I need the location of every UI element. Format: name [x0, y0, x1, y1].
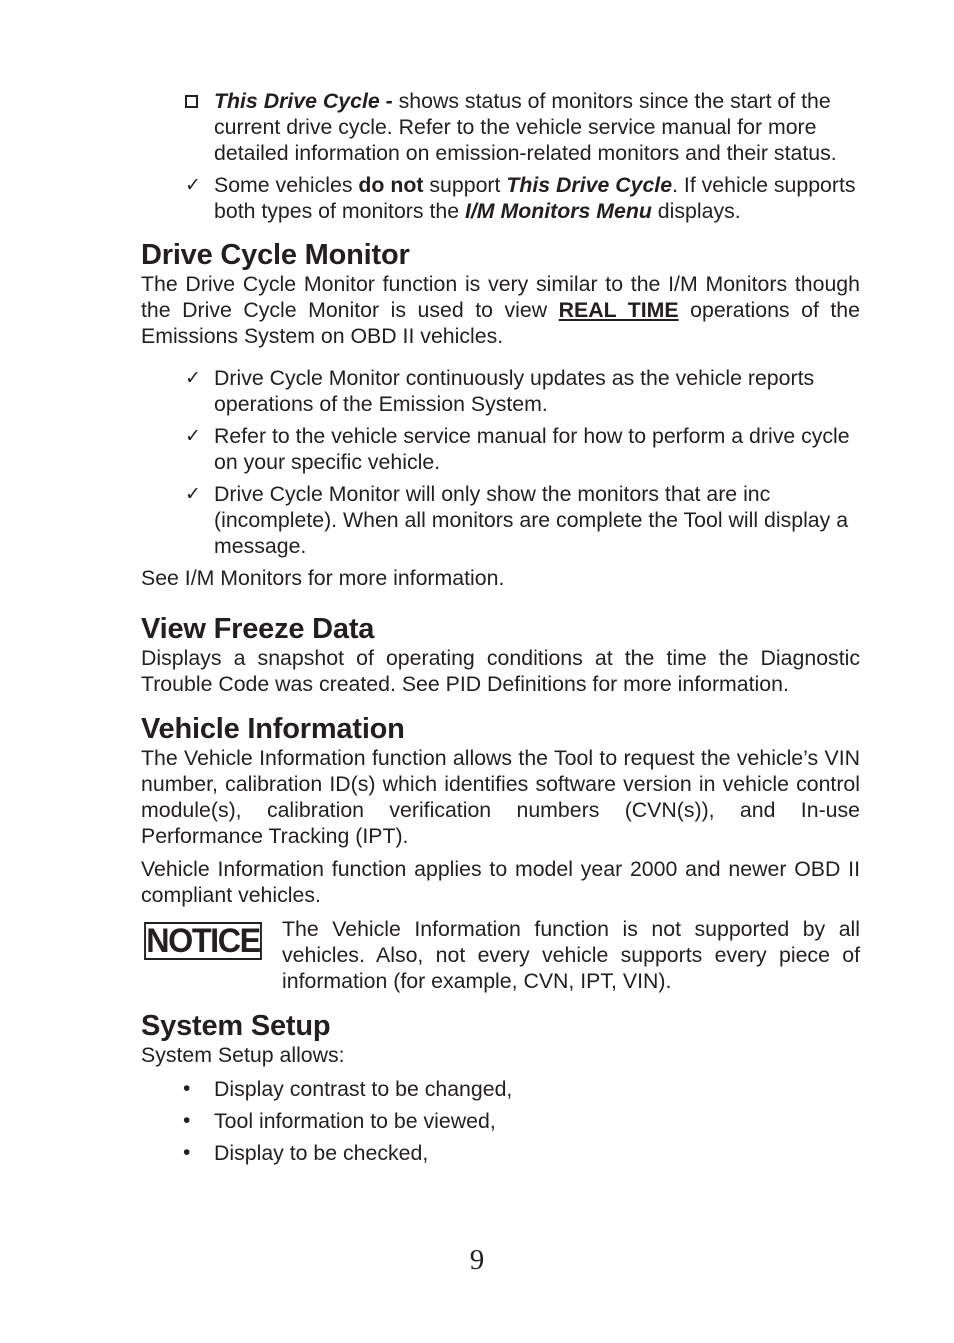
- notice-label: NOTICE: [144, 922, 262, 960]
- section-heading: View Freeze Data: [141, 613, 375, 645]
- item-text: shows status of monitors since the start of the current drive cycle. Refer to the vehicle service manual for more detailed information on emission-related monitors and their status.: [214, 89, 837, 165]
- list-item: ✓ Refer to the vehicle service manual for how to perform a drive cycle on your specific vehicle.: [185, 424, 850, 474]
- manual-page: [141, 88, 860, 1166]
- checkmark-icon: ✓: [185, 483, 201, 505]
- item-lead: This Drive Cycle -: [214, 89, 393, 113]
- see-also-text: See I/M Monitors for more information.: [141, 566, 505, 590]
- section-heading: Drive Cycle Monitor: [141, 239, 410, 271]
- checkbox-icon: [185, 88, 207, 114]
- list-item: ✓ Drive Cycle Monitor continuously updates as the vehicle reports operations of the Emission System.: [185, 366, 815, 416]
- checkmark-icon: ✓: [185, 367, 201, 389]
- real-time-emphasis: REAL TIME: [558, 298, 679, 322]
- vehicle-info-paragraph: Vehicle Information function applies to model year 2000 and newer OBD II compliant vehicles.: [141, 857, 860, 907]
- list-item: [141, 88, 860, 166]
- drive-cycle-paragraph: The Drive Cycle Monitor function is very similar to the I/M Monitors though the Drive Cycle Monitor is used to view REAL TIME operations of the Emissions System on OBD II vehicles.: [141, 272, 860, 348]
- freeze-paragraph: Displays a snapshot of operating conditions at the time the Diagnostic Trouble Code was created. See PID Definitions for more information.: [141, 646, 860, 696]
- bullet-icon: •: [183, 1109, 191, 1132]
- list-item: • Display to be checked,: [183, 1141, 429, 1165]
- system-setup-intro: System Setup allows:: [141, 1043, 345, 1067]
- notice-block: [141, 916, 860, 994]
- checkmark-icon: ✓: [185, 174, 201, 196]
- checkmark-icon: ✓: [185, 425, 201, 447]
- page-number: 9: [469, 1244, 485, 1276]
- notice-text: The Vehicle Information function is not supported by all vehicles. Also, not every vehicle supports every piece of information (for example, CVN, IPT, VIN).: [282, 917, 860, 993]
- list-item: • Display contrast to be changed,: [183, 1077, 513, 1101]
- section-heading: System Setup: [141, 1010, 331, 1042]
- list-item: ✓ Drive Cycle Monitor will only show the monitors that are inc (incomplete). When all monitors are complete the Tool will display a message.: [185, 482, 849, 558]
- bullet-icon: •: [183, 1077, 191, 1100]
- list-item: • Tool information to be viewed,: [183, 1109, 496, 1133]
- bullet-icon: •: [183, 1141, 191, 1164]
- vehicle-info-paragraph: The Vehicle Information function allows the Tool to request the vehicle’s VIN number, calibration ID(s) which identifies software version in vehicle control module(s), calibration verification numbers (CVN(s)), and In-use Performance Tracking (IPT).: [141, 746, 860, 848]
- list-item: ✓ Some vehicles do not support This Drive Cycle. If vehicle supports both types of monitors the I/M Monitors Menu displays.: [185, 173, 856, 223]
- section-heading: Vehicle Information: [141, 713, 405, 745]
